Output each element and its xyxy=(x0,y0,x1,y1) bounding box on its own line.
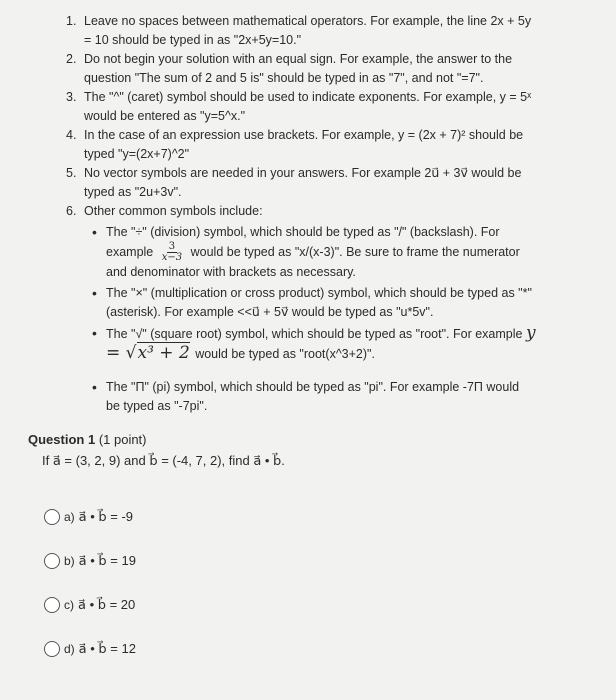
radio-button[interactable] xyxy=(44,641,60,657)
symbol-list xyxy=(92,223,536,416)
sqrt-icon: √ xyxy=(125,343,137,363)
instruction-number: 1. xyxy=(66,14,77,28)
option-letter: d) xyxy=(64,642,75,656)
instruction-text: In the case of an expression use brackets. For example, y = (2x + 7)² should be typed "y=(2x+7)^2" xyxy=(84,128,524,161)
symbol-item-sqrt xyxy=(92,324,536,364)
symbol-item-pi xyxy=(92,378,536,416)
instruction-number: 5. xyxy=(66,166,77,180)
division-text: The "÷" (division) symbol, which should be typed as "/" (backslash). For example xyxy=(106,225,500,259)
instruction-item xyxy=(66,50,536,88)
sqrt-lhs: y = xyxy=(106,323,536,363)
answer-options xyxy=(44,505,588,661)
option-letter: a) xyxy=(64,510,75,524)
multiplication-text: The "×" (multiplication or cross product) symbol, which should be typed as "*" (asterisk). For example <<u⃗ + 5v⃗ would be typed as "u*5v". xyxy=(106,286,532,319)
instruction-item xyxy=(66,164,536,202)
instruction-item xyxy=(66,126,536,164)
option-text: a⃗ • b⃗ = 19 xyxy=(78,553,136,568)
instruction-number: 2. xyxy=(66,52,77,66)
instruction-item xyxy=(66,202,536,221)
sqrt-text: The "√" (square root) symbol, which should be typed as "root". For example xyxy=(106,327,523,341)
question-title xyxy=(28,432,588,447)
option-a[interactable] xyxy=(44,505,588,529)
instruction-number: 4. xyxy=(66,128,77,142)
instructions-list xyxy=(66,12,536,418)
bullet-icon: • xyxy=(92,325,97,341)
question-block xyxy=(28,432,588,681)
instruction-item xyxy=(66,12,536,50)
symbol-item-division xyxy=(92,223,536,282)
option-letter: b) xyxy=(64,554,75,568)
radio-button[interactable] xyxy=(44,509,60,525)
fraction-denominator: x−3 xyxy=(161,252,183,263)
bullet-icon: • xyxy=(92,285,97,301)
sqrt-text-cont: would be typed as "root(x^3+2)". xyxy=(195,347,375,361)
bullet-icon: • xyxy=(92,224,97,240)
instruction-text: No vector symbols are needed in your answers. For example 2u⃗ + 3v⃗ would be typed as "2u+3v". xyxy=(84,166,522,199)
question-number: Question 1 xyxy=(28,432,96,447)
instruction-text: The "^" (caret) symbol should be used to indicate exponents. For example, y = 5ˣ would be entered as "y=5^x." xyxy=(84,90,532,123)
option-text: a⃗ • b⃗ = -9 xyxy=(78,509,134,524)
option-c[interactable] xyxy=(44,593,588,617)
instruction-item xyxy=(66,88,536,126)
option-b[interactable] xyxy=(44,549,588,573)
option-letter: c) xyxy=(64,598,74,612)
instruction-text: Do not begin your solution with an equal sign. For example, the answer to the question "The sum of 2 and 5 is" should be typed in as "7", and not "=7". xyxy=(84,52,513,85)
instruction-number: 3. xyxy=(66,90,77,104)
question-points: (1 point) xyxy=(98,432,147,447)
radio-button[interactable] xyxy=(44,553,60,569)
radio-button[interactable] xyxy=(44,597,60,613)
option-text: a⃗ • b⃗ = 12 xyxy=(78,641,136,656)
fraction xyxy=(160,242,184,263)
fraction-numerator: 3 xyxy=(168,241,176,252)
sqrt-argument: x³ + 2 xyxy=(137,343,190,363)
question-text: If a⃗ = (3, 2, 9) and b⃗ = (-4, 7, 2), find a⃗ • b⃗. xyxy=(42,453,285,468)
instruction-text: Other common symbols include: xyxy=(84,204,263,218)
option-d[interactable] xyxy=(44,637,588,661)
pi-text: The "Π" (pi) symbol, which should be typed as "pi". For example -7Π would be typed as "-7pi". xyxy=(106,380,520,413)
instruction-text: Leave no spaces between mathematical operators. For example, the line 2x + 5y = 10 should be typed in as "2x+5y=10." xyxy=(84,14,532,47)
symbol-item-multiplication xyxy=(92,284,536,322)
division-text-cont: would be typed as "x/(x-3)". Be sure to frame the numerator and denominator with brackets as necessary. xyxy=(106,244,520,279)
bullet-icon: • xyxy=(92,379,97,395)
instruction-number: 6. xyxy=(66,204,77,218)
option-text: a⃗ • b⃗ = 20 xyxy=(78,597,136,612)
